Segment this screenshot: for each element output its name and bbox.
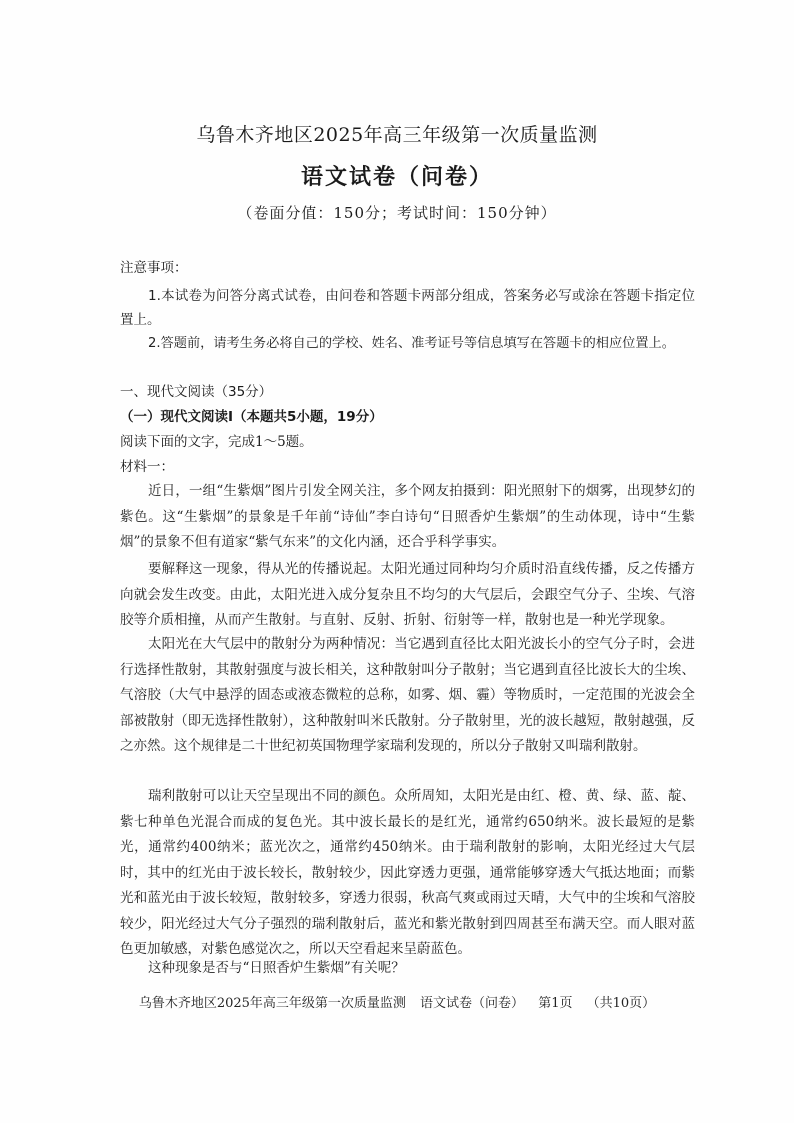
notice-title: 注意事项： xyxy=(120,260,188,276)
reading-instruction: 阅读下面的文字，完成1～5题。 xyxy=(120,434,313,450)
page-footer xyxy=(0,992,794,1011)
footer-page-number: 第1页 xyxy=(538,996,573,1011)
material-paragraph: 这种现象是否与“日照香炉生紫烟”有关呢？ xyxy=(148,960,405,976)
notice-item-2: 2.答题前，请考生务必将自己的学校、姓名、准考证号等信息填写在答题卡的相应位置上。 xyxy=(148,336,675,351)
material-paragraph: 瑞利散射可以让天空呈现出不同的颜色。众所周知，太阳光是由红、橙、黄、绿、蓝、靛、紫七种单色光混合而成的复色光。其中波长最长的是红光，通常约650纳米。波长最短的是紫光，通常约400纳米；蓝光次之，通常约450纳米。由于瑞利散射的影响，太阳光经过大气层时，其中的红光由于波长较长，散射较少，因此穿透力更强，通常能够穿透大气抵达地面；而紫光和蓝光由于波长较短，散射较多，穿透力很弱，秋高气爽或雨过天晴，大气中的尘埃和气溶胶较少，阳光经过大气分子强烈的瑞利散射后，蓝光和紫光散射到四周甚至布满天空。而人眼对蓝色更加敏感，对紫色感觉次之，所以天空看起来呈蔚蓝色。 xyxy=(120,788,695,957)
paper-title: 语文试卷（问卷） xyxy=(300,165,493,190)
exam-info: （卷面分值：150分；考试时间：150分钟） xyxy=(237,204,557,222)
footer-paper: 语文试卷（问卷） xyxy=(420,996,525,1011)
notice-item-1: 1.本试卷为问答分离式试卷，由问卷和答题卡两部分组成，答案务必写或涂在答题卡指定位置上。 xyxy=(120,288,695,328)
exam-title: 乌鲁木齐地区2025年高三年级第一次质量监测 xyxy=(196,124,598,146)
footer-exam-name: 乌鲁木齐地区2025年高三年级第一次质量监测 xyxy=(138,996,406,1011)
section-subtitle: （一）现代文阅读Ⅰ（本题共5小题，19分） xyxy=(120,409,383,425)
footer-total-pages: （共10页） xyxy=(586,996,656,1011)
section-title: 一、现代文阅读（35分） xyxy=(120,384,273,400)
material-paragraph: 太阳光在大气层中的散射分为两种情况：当它遇到直径比太阳光波长小的空气分子时，会进行选择性散射，其散射强度与波长相关，这种散射叫分子散射；当它遇到直径比波长大的尘埃、气溶胶（大气中悬浮的固态或液态微粒的总称，如雾、烟、霾）等物质时，一定范围的光波会全部被散射（即无选择性散射），这种散射叫米氏散射。分子散射里，光的波长越短，散射越强，反之亦然。这个规律是二十世纪初英国物理学家瑞利发现的，所以分子散射又叫瑞利散射。 xyxy=(120,636,695,754)
material-paragraph: 近日，一组“生紫烟”图片引发全网关注，多个网友拍摄到：阳光照射下的烟雾，出现梦幻的紫色。这“生紫烟”的景象是千年前“诗仙”李白诗句“日照香炉生紫烟”的生动体现，诗中“生紫烟”的景象不但有道家“紫气东来”的文化内涵，还合乎科学事实。 xyxy=(120,483,695,550)
material-paragraph: 要解释这一现象，得从光的传播说起。太阳光通过同种均匀介质时沿直线传播，反之传播方向就会发生改变。由此，太阳光进入成分复杂且不均匀的大气层后，会跟空气分子、尘埃、气溶胶等介质相撞，从而产生散射。与直射、反射、折射、衍射等一样，散射也是一种光学现象。 xyxy=(120,561,695,628)
material-label: 材料一： xyxy=(120,459,174,475)
